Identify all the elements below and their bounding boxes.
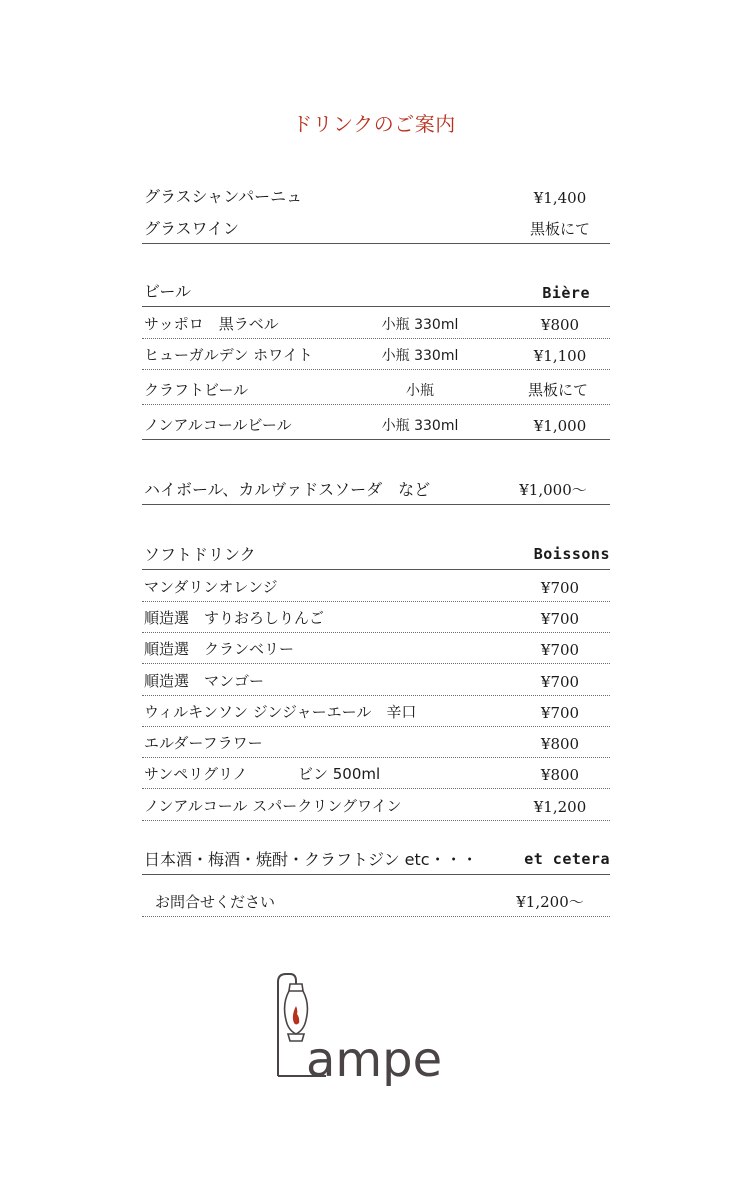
section-label: Bière (542, 284, 590, 302)
item-size: ビン 500ml (298, 765, 381, 783)
page-title: ドリンクのご案内 (292, 112, 456, 136)
menu-row (142, 374, 610, 405)
item-price: ¥1,200〜 (516, 893, 584, 911)
logo-text: ampe (306, 1032, 443, 1088)
section-label: et cetera (524, 850, 610, 868)
section-header-et-cetera (142, 844, 610, 875)
item-name: ヒューガルデン ホワイト (144, 346, 313, 364)
item-name: 順造選 クランベリー (144, 640, 295, 658)
item-name: ハイボール、カルヴァドスソーダ など (144, 480, 431, 499)
item-name: マンダリンオレンジ (144, 578, 278, 596)
item-size: 小瓶 330ml (381, 418, 459, 434)
item-name: ウィルキンソン ジンジャーエール 辛口 (144, 703, 417, 721)
item-price: ¥1,000 (533, 417, 587, 435)
section-header-soft-drinks (142, 539, 610, 570)
item-name: グラスシャンパーニュ (144, 187, 303, 206)
item-price: ¥800 (540, 735, 580, 753)
menu-row-inquiry (142, 886, 610, 917)
menu-row-champagne (142, 180, 610, 211)
item-price: ¥700 (540, 610, 580, 628)
item-size: 小瓶 330ml (381, 348, 459, 364)
item-price: ¥1,400 (533, 189, 587, 207)
section-label: Boissons (533, 545, 610, 563)
menu-row (142, 790, 610, 821)
item-name: サッポロ 黒ラベル (144, 315, 279, 333)
menu-row (142, 633, 610, 664)
item-price: ¥800 (540, 316, 580, 334)
item-name: お問合せください (155, 893, 276, 911)
menu-row (142, 339, 610, 370)
menu-row (142, 727, 610, 758)
menu-row (142, 602, 610, 633)
item-price: ¥800 (540, 766, 580, 784)
item-price: ¥1,100 (533, 347, 587, 365)
item-name: ノンアルコール スパークリングワイン (144, 797, 402, 815)
item-size: 小瓶 (406, 383, 434, 399)
item-name: ノンアルコールビール (144, 416, 292, 434)
item-name: サンペリグリノ (144, 765, 248, 783)
item-price: ¥1,200 (533, 798, 587, 816)
menu-row (142, 571, 610, 602)
section-title: 日本酒・梅酒・焼酎・クラフトジン etc・・・ (144, 850, 478, 869)
section-header-beer (142, 276, 610, 307)
item-price: 黒板にて (527, 381, 588, 399)
lampe-logo (268, 968, 478, 1093)
item-name: クラフトビール (144, 381, 249, 399)
item-price: ¥700 (540, 579, 580, 597)
item-name: 順造選 すりおろしりんご (144, 609, 325, 627)
section-title: ソフトドリンク (144, 545, 256, 564)
menu-row (142, 758, 610, 789)
item-size: 小瓶 330ml (381, 317, 459, 333)
menu-row (142, 696, 610, 727)
flame-icon (293, 1006, 299, 1025)
menu-row (142, 409, 610, 440)
menu-row-highball (142, 474, 610, 505)
item-price: ¥1,000〜 (519, 481, 587, 499)
item-name: グラスワイン (144, 219, 240, 238)
item-name: 順造選 マンゴー (144, 672, 265, 690)
item-name: エルダーフラワー (144, 734, 263, 752)
item-price: ¥700 (540, 673, 580, 691)
item-price: ¥700 (540, 641, 580, 659)
item-price: 黒板にて (529, 220, 590, 238)
menu-row-glass-wine (142, 213, 610, 244)
menu-row (142, 308, 610, 339)
item-price: ¥700 (540, 704, 580, 722)
section-title: ビール (144, 282, 192, 301)
menu-row (142, 665, 610, 696)
